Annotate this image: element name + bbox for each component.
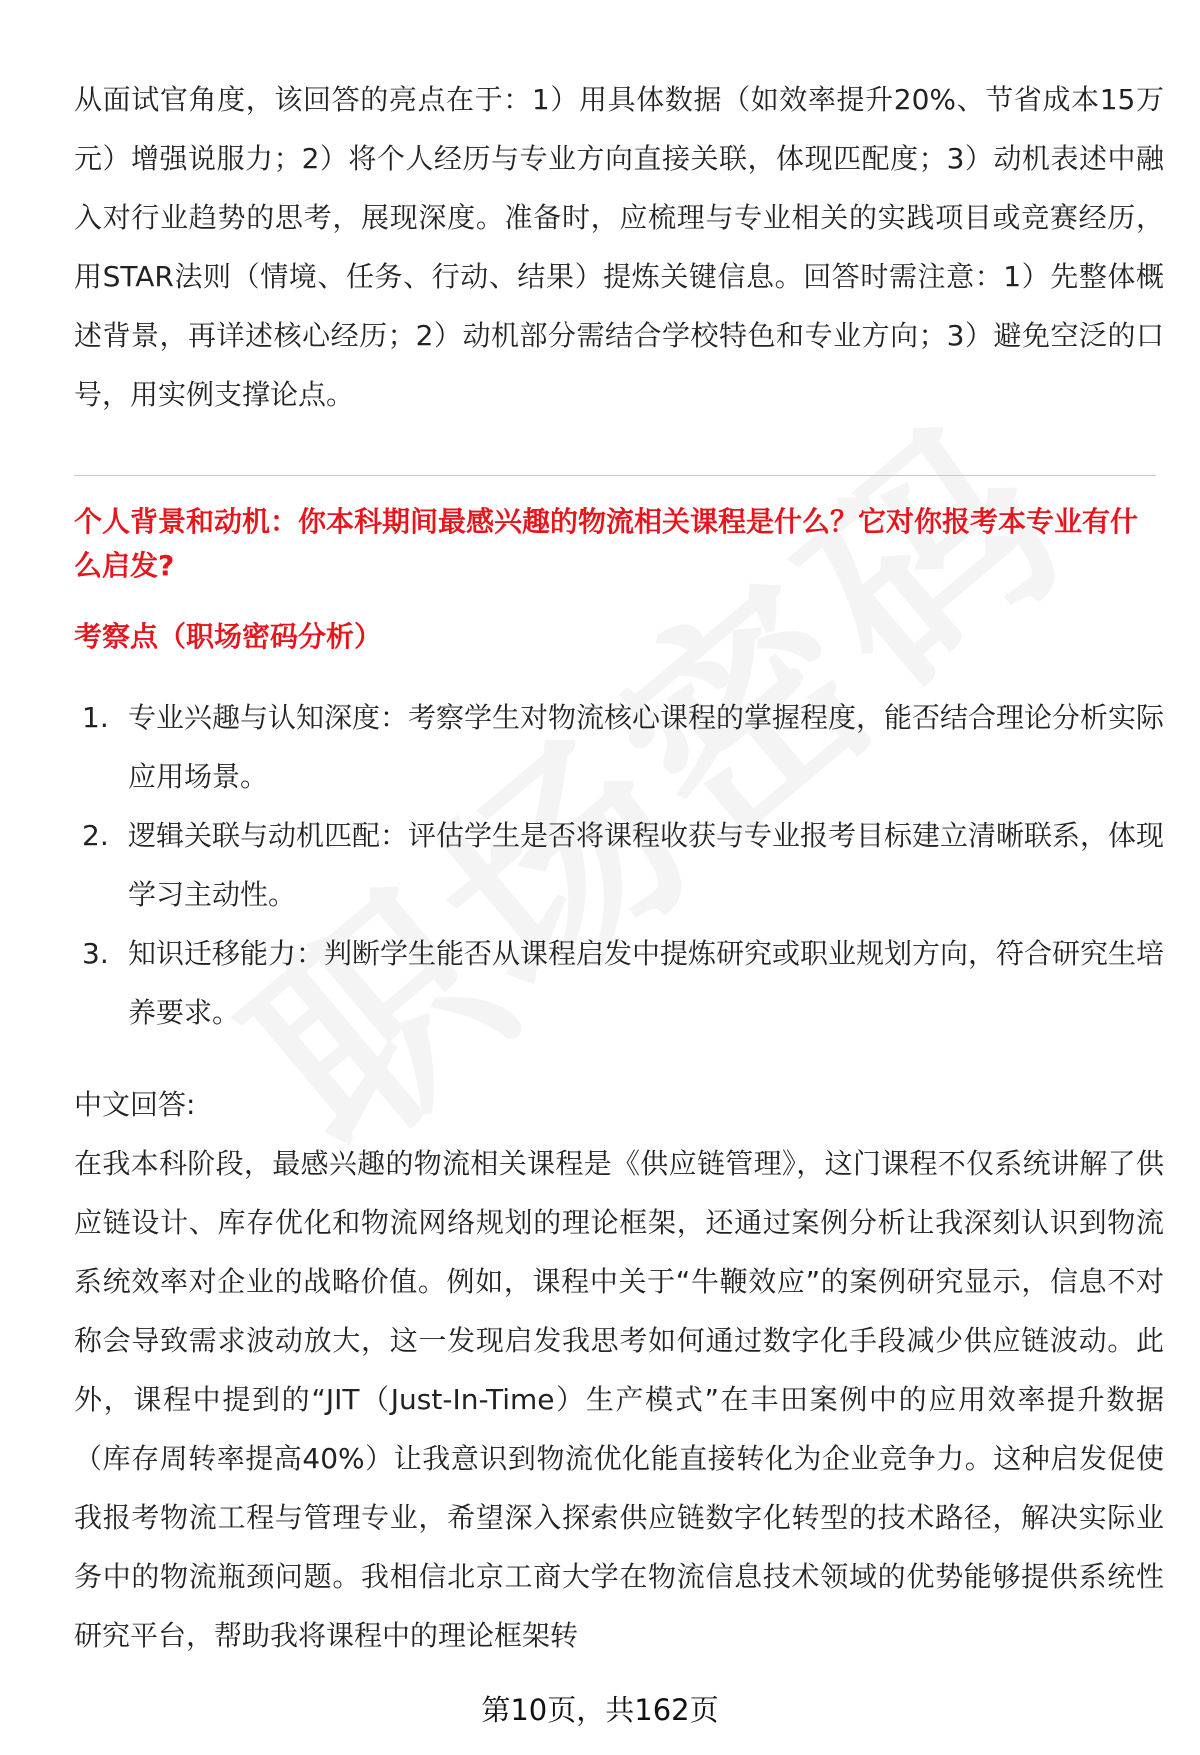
- question-heading: 个人背景和动机：你本科期间最感兴趣的物流相关课程是什么？它对你报考本专业有什么启发?: [74, 505, 1139, 582]
- list-item-number: 3.: [82, 937, 109, 970]
- list-item-text: 知识迁移能力：判断学生能否从课程启发中提炼研究或职业规划方向，符合研究生培养要求。: [128, 937, 1165, 1029]
- answer-label: 中文回答:: [74, 1088, 196, 1121]
- list-item: [74, 924, 1164, 1042]
- list-item: [74, 688, 1164, 806]
- section-divider: [74, 475, 1156, 476]
- section-title: 考察点（职场密码分析）: [74, 620, 383, 653]
- page-footer: 第10页，共162页: [481, 1693, 719, 1727]
- evaluation-points-list: [74, 688, 1164, 1042]
- intro-paragraph: 从面试官角度，该回答的亮点在于：1）用具体数据（如效率提升20%、节省成本15万元）增强说服力；2）将个人经历与专业方向直接关联，体现匹配度；3）动机表述中融入对行业趋势的思考，展现深度。准备时，应梳理与专业相关的实践项目或竞赛经历，用STAR法则（情境、任务、行动、结果）提炼关键信息。回答时需注意：1）先整体概述背景，再详述核心经历；2）动机部分需结合学校特色和专业方向；3）避免空泛的口号，用实例支撑论点。: [74, 83, 1164, 411]
- list-item-number: 2.: [82, 819, 109, 852]
- list-item-text: 逻辑关联与动机匹配：评估学生是否将课程收获与专业报考目标建立清晰联系，体现学习主动性。: [128, 819, 1165, 911]
- list-item-number: 1.: [82, 701, 109, 734]
- answer-paragraph: 在我本科阶段，最感兴趣的物流相关课程是《供应链管理》，这门课程不仅系统讲解了供应链设计、库存优化和物流网络规划的理论框架，还通过案例分析让我深刻认识到物流系统效率对企业的战略价值。例如，课程中关于“牛鞭效应”的案例研究显示，信息不对称会导致需求波动放大，这一发现启发我思考如何通过数字化手段减少供应链波动。此外，课程中提到的“JIT（Just-In-Time）生产模式”在丰田案例中的应用效率提升数据（库存周转率提高40%）让我意识到物流优化能直接转化为企业竞争力。这种启发促使我报考物流工程与管理专业，希望深入探索供应链数字化转型的技术路径，解决实际业务中的物流瓶颈问题。我相信北京工商大学在物流信息技术领域的优势能够提供系统性研究平台，帮助我将课程中的理论框架转: [74, 1147, 1164, 1652]
- list-item: [74, 806, 1164, 924]
- list-item-text: 专业兴趣与认知深度：考察学生对物流核心课程的掌握程度，能否结合理论分析实际应用场景。: [128, 701, 1165, 793]
